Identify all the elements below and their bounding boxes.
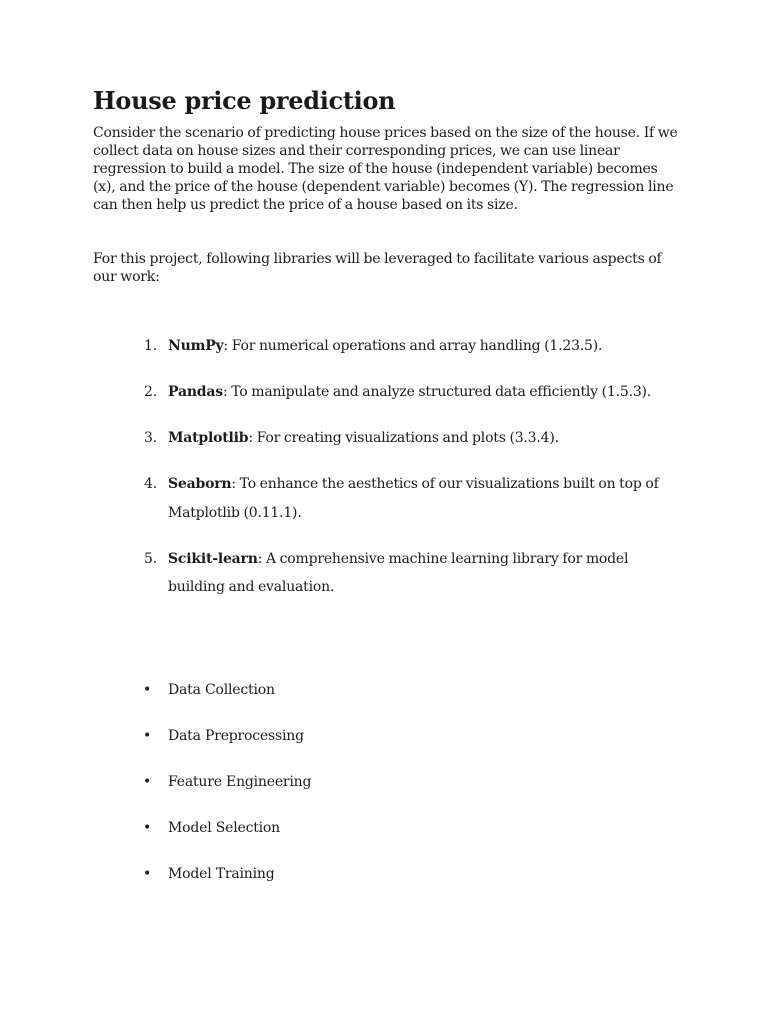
library-description: : For creating visualizations and plots (3.3.4).	[248, 430, 559, 446]
list-number: 4.	[144, 476, 157, 492]
step-label: Data Collection	[168, 681, 275, 698]
bullet-icon: •	[143, 773, 152, 790]
intro-paragraph: Consider the scenario of predicting house prices based on the size of the house. If we collect data on house sizes and their corresponding prices, we can use linear regression to build a model. The size of the house (independent variable) becomes (x), and the price of the house (dependent variable) becomes (Y). The regression line can then help us predict the price of a house based on its size.	[93, 125, 678, 213]
step-label: Data Preprocessing	[168, 727, 304, 744]
list-item	[93, 814, 683, 842]
libraries-intro-paragraph: For this project, following libraries will be leveraged to facilitate various aspects of our work:	[93, 251, 662, 285]
library-description: : To manipulate and analyze structured data efficiently (1.5.3).	[222, 384, 652, 400]
library-description: : For numerical operations and array handling (1.23.5).	[223, 338, 603, 354]
step-label: Feature Engineering	[168, 773, 312, 790]
list-item-numpy	[93, 332, 683, 361]
library-name: Pandas	[168, 384, 223, 400]
list-number: 5.	[144, 550, 157, 567]
list-item-matplotlib	[93, 424, 683, 453]
list-number: 2.	[144, 384, 157, 400]
list-item	[93, 860, 683, 888]
library-name: Seaborn	[168, 476, 232, 492]
bullet-icon: •	[143, 819, 152, 836]
bullet-icon: •	[143, 727, 152, 744]
library-description: : To enhance the aesthetics of our visualizations built on top of Matplotlib (0.11.1).	[168, 476, 659, 521]
bullet-icon: •	[143, 681, 152, 698]
library-description: : A comprehensive machine learning library for model building and evaluation.	[168, 550, 629, 595]
library-name: NumPy	[168, 338, 224, 354]
list-item	[93, 676, 683, 704]
list-number: 3.	[144, 430, 157, 446]
step-label: Model Selection	[168, 819, 280, 836]
workflow-steps-list	[93, 676, 683, 888]
document-page	[93, 84, 683, 906]
list-item	[93, 768, 683, 796]
list-item-scikit-learn	[93, 545, 683, 602]
step-label: Model Training	[168, 865, 275, 882]
library-name: Matplotlib	[168, 430, 249, 446]
library-name: Scikit-learn	[168, 550, 258, 567]
libraries-list	[93, 332, 683, 602]
list-item-seaborn	[93, 470, 683, 527]
list-item	[93, 722, 683, 750]
list-item-pandas	[93, 378, 683, 407]
bullet-icon: •	[143, 865, 152, 882]
page-title: House price prediction	[93, 86, 396, 115]
list-number: 1.	[144, 338, 157, 354]
